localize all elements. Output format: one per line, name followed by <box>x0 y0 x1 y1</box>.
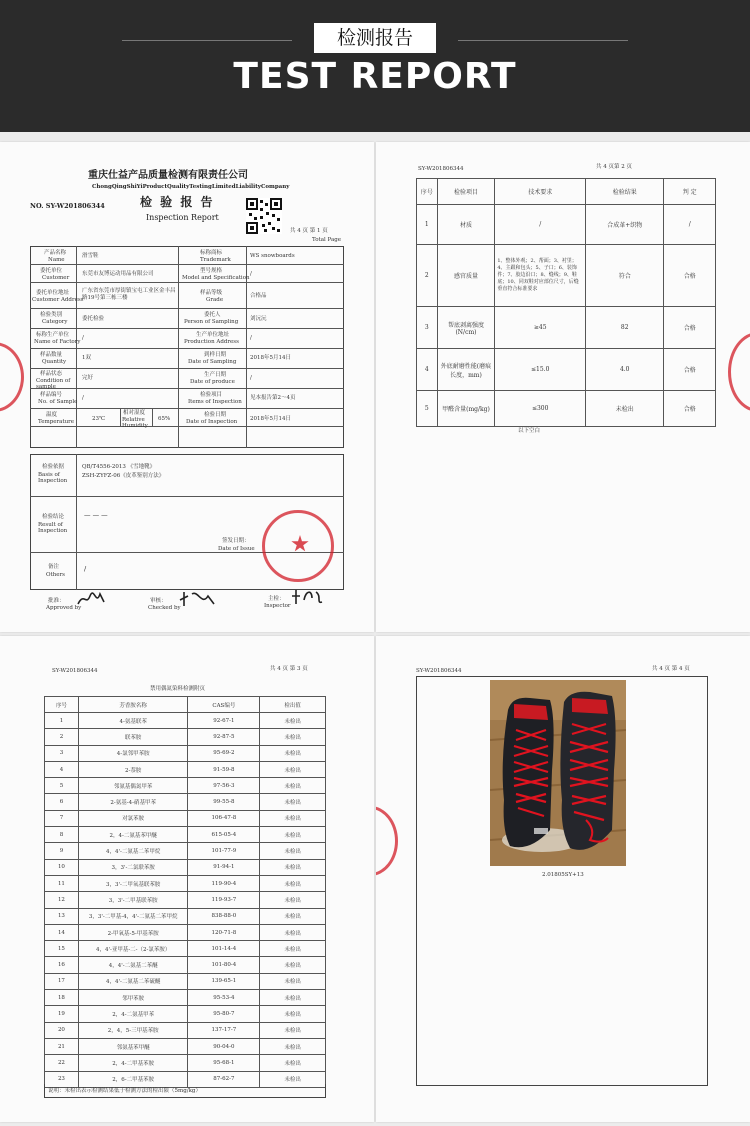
cell: 2，4-二氨基苯甲醚 <box>78 827 188 843</box>
cell: 合格 <box>664 307 716 349</box>
cell: 9 <box>45 843 79 859</box>
col-header-amine: 芳香胺名称 <box>78 697 188 713</box>
cell: 3，3'-二甲氧基联苯胺 <box>78 875 188 891</box>
label-sample-no-en: No. of Sample <box>38 399 78 405</box>
cell: 外底耐磨性能(磨痕长度，mm) <box>437 349 495 391</box>
cell: 未检出 <box>260 729 326 745</box>
label-temperature-en: Temperature <box>38 419 75 425</box>
cell: 22 <box>45 1055 79 1071</box>
cell: 未检出 <box>260 778 326 794</box>
cell: 12 <box>45 892 79 908</box>
cell: 87-62-7 <box>188 1071 260 1087</box>
value-humidity: 65% <box>158 416 171 422</box>
table-row <box>45 761 326 777</box>
label-person-en: Person of Sampling <box>184 319 239 325</box>
cell: 95-53-4 <box>188 990 260 1006</box>
cell: 101-77-9 <box>188 843 260 859</box>
label-approved: 批准： <box>48 598 65 604</box>
cell: 18 <box>45 990 79 1006</box>
cell: 3 <box>417 307 438 349</box>
cell: 92-87-5 <box>188 729 260 745</box>
table-row <box>45 1038 326 1054</box>
cell: 未检出 <box>260 810 326 826</box>
cell: 1 <box>417 205 438 245</box>
cell: / <box>664 205 716 245</box>
label-temperature: 温度 <box>46 412 58 418</box>
value-product-name: 滑雪鞋 <box>82 253 99 259</box>
value-condition: 完好 <box>82 375 94 381</box>
label-sample-no: 样品编号 <box>40 392 63 398</box>
cell: 120-71-8 <box>188 924 260 940</box>
cell: 95-68-1 <box>188 1055 260 1071</box>
value-grade: 合格品 <box>250 293 267 299</box>
label-production-address: 生产单位地址 <box>196 332 230 338</box>
value-trademark: WS snowboards <box>250 253 295 259</box>
table-row <box>417 391 716 427</box>
col-header-detected: 检出值 <box>260 697 326 713</box>
value-production-address: / <box>250 335 252 341</box>
cell: 119-93-7 <box>188 892 260 908</box>
cell: 3 <box>45 745 79 761</box>
cell: 2，4，5-三甲基苯胺 <box>78 1022 188 1038</box>
col-header-no: 序号 <box>45 697 79 713</box>
label-product-name-en: Name <box>48 257 65 263</box>
col-header-cas: CAS编号 <box>188 697 260 713</box>
cell: 4-氨基联苯 <box>78 713 188 729</box>
table-row <box>417 205 716 245</box>
cell: 未检出 <box>260 761 326 777</box>
cell: 4，4'-亚甲基-二-（2-氯苯胺） <box>78 941 188 957</box>
cell: 23 <box>45 1071 79 1087</box>
label-category-en: Category <box>42 319 68 325</box>
label-produce-date-en: Date of produce <box>190 379 235 385</box>
cell: 2，6-二甲基苯胺 <box>78 1071 188 1087</box>
side-stamp <box>0 342 24 412</box>
azo-dye-table <box>44 696 326 1088</box>
cell: 92-67-1 <box>188 713 260 729</box>
table-row <box>45 778 326 794</box>
cell: 未检出 <box>260 859 326 875</box>
cell: 未检出 <box>260 1022 326 1038</box>
cell: 1、整体外观；2、帮面；3、衬里；4、主跟和包头；5、子口；6、装饰件；7、胶边沿口；8、缝线；9、鞋底；10、同双鞋对应部位尺寸，后缝垂直符合标准要求 <box>495 245 586 307</box>
cell: 甲醛含量(mg/kg) <box>437 391 495 427</box>
label-checked-en: Checked by <box>148 605 181 611</box>
cell: 7 <box>45 810 79 826</box>
value-temperature: 23℃ <box>92 416 106 422</box>
cell: 未检出 <box>260 941 326 957</box>
label-condition-en: Condition of sample <box>36 378 71 391</box>
banner <box>0 0 750 132</box>
cell: 119-90-4 <box>188 875 260 891</box>
table-row <box>417 245 716 307</box>
approver-signature <box>76 588 106 610</box>
cell: 未检出 <box>260 713 326 729</box>
value-factory: / <box>82 335 84 341</box>
label-trademark-en: Trademark <box>200 257 231 263</box>
cell: 101-80-4 <box>188 957 260 973</box>
label-arrival-date: 到样日期 <box>204 352 227 358</box>
cell: 合成革+织物 <box>586 205 664 245</box>
label-humidity-en: Relative Humidity <box>122 417 148 430</box>
appendix-title: 禁用偶氮染料检测附页 <box>150 686 206 692</box>
cell: 4，4'-二氨基二苯甲烷 <box>78 843 188 859</box>
label-inspector-en: Inspector <box>264 603 291 609</box>
cell: 15 <box>45 941 79 957</box>
cell: 未检出 <box>260 892 326 908</box>
label-factory-en: Name of Factory <box>34 339 81 345</box>
cell: 感官质量 <box>437 245 495 307</box>
label-inspection-date: 检验日期 <box>204 412 227 418</box>
label-basis: 检验依据 <box>42 464 65 470</box>
doc-title-cn: 检 验 报 告 <box>140 195 215 209</box>
label-issue-date: 签发日期： <box>222 538 250 544</box>
table-row <box>45 859 326 875</box>
label-category: 检验类别 <box>40 312 63 318</box>
cell: ≤300 <box>495 391 586 427</box>
table-footer: 以下空白 <box>518 428 541 434</box>
label-checked: 审核： <box>150 598 167 604</box>
cell: 11 <box>45 875 79 891</box>
cell: 4 <box>417 349 438 391</box>
cell: ≥45 <box>495 307 586 349</box>
value-person: 刘沅沅 <box>250 316 267 322</box>
table-row <box>45 810 326 826</box>
cell: 106-47-8 <box>188 810 260 826</box>
table-row <box>45 1022 326 1038</box>
value-inspection-date: 2018年5月14日 <box>250 416 291 422</box>
table-row <box>417 307 716 349</box>
table-row <box>45 957 326 973</box>
cell: 未检出 <box>260 973 326 989</box>
value-client: 东莞市友博运动用品有限公司 <box>82 271 154 277</box>
company-name-en: ChongQingShiYiProductQualityTestingLimitedLiabilityCompany <box>92 184 290 190</box>
label-client-en: Customer <box>42 275 70 281</box>
cell: 90-04-0 <box>188 1038 260 1054</box>
cell: 21 <box>45 1038 79 1054</box>
col-header-item: 检验项目 <box>437 179 495 205</box>
value-items: 见本报告第2～4页 <box>250 395 296 401</box>
cell: 联苯胺 <box>78 729 188 745</box>
cell: 未检出 <box>586 391 664 427</box>
table-row <box>45 1055 326 1071</box>
label-condition: 样品状态 <box>40 371 63 377</box>
cell: 未检出 <box>260 1038 326 1054</box>
label-produce-date: 生产日期 <box>204 372 227 378</box>
label-grade: 样品等级 <box>200 290 223 296</box>
cell: 14 <box>45 924 79 940</box>
cell: ≤15.0 <box>495 349 586 391</box>
cell: 未检出 <box>260 794 326 810</box>
cell: 未检出 <box>260 990 326 1006</box>
cell: 2 <box>45 729 79 745</box>
value-model: / <box>250 271 252 277</box>
cell: 2，4-二氨基甲苯 <box>78 1006 188 1022</box>
cell: 19 <box>45 1006 79 1022</box>
label-product-name: 产品名称 <box>44 250 67 256</box>
cell: 2，4-二甲基苯胺 <box>78 1055 188 1071</box>
company-name-cn: 重庆仕益产品质量检测有限责任公司 <box>88 170 248 181</box>
label-trademark: 标称商标 <box>200 250 223 256</box>
cell: 对氯苯胺 <box>78 810 188 826</box>
cell: 97-56-3 <box>188 778 260 794</box>
side-stamp <box>376 806 398 876</box>
cell: 91-94-1 <box>188 859 260 875</box>
value-client-address: 广东省东莞市厚街镇宝屯工业区金丰昌路19号第三栋三楼 <box>82 288 176 302</box>
table-row <box>45 908 326 924</box>
table-row <box>45 924 326 940</box>
table-row <box>45 892 326 908</box>
cell: 未检出 <box>260 1055 326 1071</box>
cell: 邻甲苯胺 <box>78 990 188 1006</box>
label-basis-en: Basis of Inspection <box>38 472 68 485</box>
cell: 未检出 <box>260 875 326 891</box>
photo-caption: 2.01805SY+13 <box>542 872 584 878</box>
table-row <box>45 875 326 891</box>
label-humidity: 相对湿度 <box>123 410 146 416</box>
cell: 91-59-8 <box>188 761 260 777</box>
label-client-address-en: Customer Address <box>32 297 84 303</box>
label-approved-en: Approved by <box>46 605 82 611</box>
label-production-address-en: Production Address <box>184 339 239 345</box>
label-result: 检验结论 <box>42 514 65 520</box>
label-model-en: Model and Specification <box>182 275 250 281</box>
cell: 615-05-4 <box>188 827 260 843</box>
table-row <box>45 729 326 745</box>
table-row <box>45 745 326 761</box>
value-others: / <box>84 565 87 573</box>
value-result: — — — <box>84 511 108 519</box>
value-quantity: 1双 <box>82 355 91 361</box>
cell: 未检出 <box>260 1071 326 1087</box>
table-row <box>45 990 326 1006</box>
page-info-en: Total Page <box>312 237 342 243</box>
cell: 5 <box>45 778 79 794</box>
cell: 4-氯邻甲苯胺 <box>78 745 188 761</box>
cell: 2-甲氧基-5-甲基苯胺 <box>78 924 188 940</box>
cell: 10 <box>45 859 79 875</box>
report-number: SY-W201806344 <box>52 668 98 674</box>
cell: 未检出 <box>260 957 326 973</box>
snowboard-boots-photo <box>490 680 626 866</box>
label-others-en: Others <box>46 572 65 578</box>
banner-rule-left <box>122 40 292 41</box>
inspection-stamp <box>262 510 334 582</box>
label-factory: 标称生产单位 <box>36 332 70 338</box>
report-page-1 <box>0 142 374 632</box>
page-info: 共 4 页 第 4 页 <box>652 666 690 672</box>
table-row <box>45 941 326 957</box>
label-others: 备注 <box>48 564 60 570</box>
cell: 3，3'-二甲基联苯胺 <box>78 892 188 908</box>
cell: 未检出 <box>260 827 326 843</box>
cell: 95-80-7 <box>188 1006 260 1022</box>
test-results-table <box>416 178 716 427</box>
label-person: 委托人 <box>204 312 221 318</box>
table-row <box>45 1006 326 1022</box>
cell: 未检出 <box>260 924 326 940</box>
col-header-no: 序号 <box>417 179 438 205</box>
table-row <box>45 794 326 810</box>
cell: 101-14-4 <box>188 941 260 957</box>
table-row <box>417 349 716 391</box>
cell: 95-69-2 <box>188 745 260 761</box>
cell: 未检出 <box>260 843 326 859</box>
report-page-2 <box>376 142 750 632</box>
col-header-judgment: 判 定 <box>664 179 716 205</box>
label-client-address: 委托单位地址 <box>36 290 70 296</box>
table-note: 说明：未检出表示检测结果低于检测方法的检出限（5mg/kg） <box>48 1088 201 1094</box>
label-inspector: 主检： <box>268 596 285 602</box>
cell: 4.0 <box>586 349 664 391</box>
checker-signature <box>178 588 218 610</box>
value-arrival-date: 2018年5月14日 <box>250 355 291 361</box>
cell: 材质 <box>437 205 495 245</box>
side-stamp <box>728 332 750 412</box>
cell: 8 <box>45 827 79 843</box>
page-info: 共 4 页 第 3 页 <box>270 666 308 672</box>
cell: 139-65-1 <box>188 973 260 989</box>
label-arrival-date-en: Date of Sampling <box>188 359 237 365</box>
report-number: NO. SY-W201806344 <box>30 202 105 210</box>
cell: 3，3'-二甲基-4，4'-二氨基二苯甲烷 <box>78 908 188 924</box>
table-row <box>45 843 326 859</box>
cell: 邻氨基苯甲醚 <box>78 1038 188 1054</box>
cell: 13 <box>45 908 79 924</box>
cell: 帮底剥离强度(N/cm) <box>437 307 495 349</box>
cell: / <box>495 205 586 245</box>
col-header-requirement: 技术要求 <box>495 179 586 205</box>
cell: 82 <box>586 307 664 349</box>
value-category: 委托检验 <box>82 316 105 322</box>
label-model: 型号规格 <box>200 268 223 274</box>
cell: 4，4'-二氨基二苯硫醚 <box>78 973 188 989</box>
page-info: 共 4 页 第 1 页 <box>290 228 328 234</box>
label-client: 委托单位 <box>40 268 63 274</box>
cell: 137-17-7 <box>188 1022 260 1038</box>
cell: 5 <box>417 391 438 427</box>
value-basis-2: ZSH-ZYFZ-06《皮革鉴别方法》 <box>82 473 165 479</box>
cell: 符合 <box>586 245 664 307</box>
cell: 2-萘胺 <box>78 761 188 777</box>
cell: 4 <box>45 761 79 777</box>
cell: 合格 <box>664 391 716 427</box>
value-produce-date: / <box>250 375 252 381</box>
cell: 合格 <box>664 245 716 307</box>
cell: 3，3'-二氯联苯胺 <box>78 859 188 875</box>
label-quantity: 样品数量 <box>40 352 63 358</box>
table-row <box>45 973 326 989</box>
label-issue-date-en: Date of Issue <box>218 546 255 552</box>
banner-badge: 检测报告 <box>314 23 436 53</box>
label-result-en: Result of Inspection <box>38 522 68 535</box>
label-items-en: Items of Inspection <box>188 399 242 405</box>
cell: 16 <box>45 957 79 973</box>
table-row <box>45 827 326 843</box>
banner-rule-right <box>458 40 628 41</box>
cell: 未检出 <box>260 745 326 761</box>
col-header-result: 检验结果 <box>586 179 664 205</box>
cell: 1 <box>45 713 79 729</box>
value-basis-1: QB/T4556-2013 《雪地靴》 <box>82 464 156 470</box>
cell: 邻氨基偶氮甲苯 <box>78 778 188 794</box>
table-row <box>45 713 326 729</box>
report-number: SY-W201806344 <box>418 166 464 172</box>
label-inspection-date-en: Date of Inspection <box>186 419 238 425</box>
cell: 6 <box>45 794 79 810</box>
page-info: 共 4 页第 2 页 <box>596 164 632 170</box>
label-grade-en: Grade <box>206 297 224 303</box>
cell: 合格 <box>664 349 716 391</box>
cell: 未检出 <box>260 1006 326 1022</box>
label-quantity-en: Quantity <box>42 359 67 365</box>
banner-title: TEST REPORT <box>233 56 517 97</box>
value-sample-no: / <box>82 395 84 401</box>
qr-code-icon <box>246 198 282 234</box>
cell: 99-55-8 <box>188 794 260 810</box>
cell: 2-氨基-4-硝基甲苯 <box>78 794 188 810</box>
cell: 2 <box>417 245 438 307</box>
report-number: SY-W201806344 <box>416 668 462 674</box>
cell: 20 <box>45 1022 79 1038</box>
cell: 4，4'-二氨基二苯醚 <box>78 957 188 973</box>
label-items: 检验项目 <box>200 392 223 398</box>
report-page-3 <box>0 636 374 1122</box>
cell: 838-88-0 <box>188 908 260 924</box>
report-page-4 <box>376 636 750 1122</box>
cell: 17 <box>45 973 79 989</box>
doc-title-en: Inspection Report <box>146 213 219 222</box>
inspector-signature <box>290 586 324 608</box>
cell: 未检出 <box>260 908 326 924</box>
